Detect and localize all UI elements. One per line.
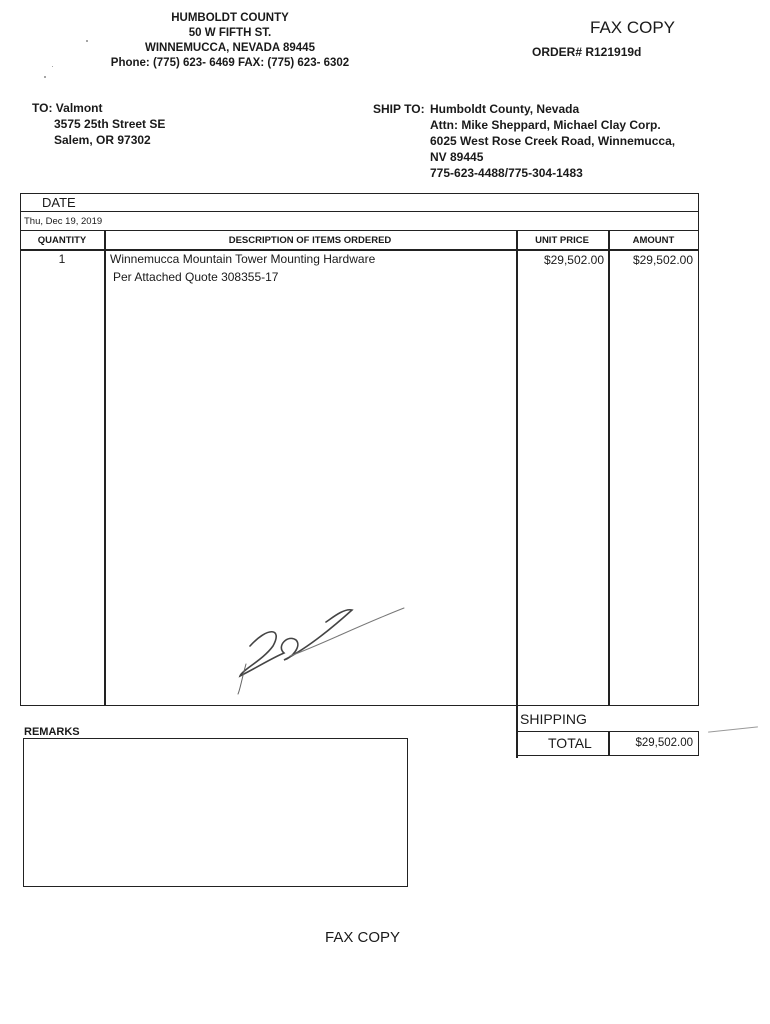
vendor-name: Valmont — [55, 101, 103, 115]
column-header-description: DESCRIPTION OF ITEMS ORDERED — [228, 235, 392, 246]
org-name: HUMBOLDT COUNTY — [171, 12, 289, 24]
total-value: $29,502.00 — [635, 737, 693, 749]
ship-to-label: SHIP TO: — [373, 102, 425, 116]
org-city-state: WINNEMUCCA, NEVADA 89445 — [145, 42, 315, 54]
column-header-amount: AMOUNT — [632, 235, 675, 246]
ship-to-address — [430, 101, 675, 181]
vendor-street: 3575 25th Street SE — [54, 117, 166, 131]
column-divider — [516, 230, 518, 758]
ship-to-line: Humboldt County, Nevada — [430, 102, 580, 116]
scan-speck — [52, 66, 53, 67]
scan-speck — [86, 40, 88, 42]
signature — [228, 598, 408, 698]
item-amount: $29,502.00 — [632, 253, 693, 267]
item-description: Winnemucca Mountain Tower Mounting Hardware — [110, 252, 376, 266]
item-description-detail: Per Attached Quote 308355-17 — [113, 270, 279, 284]
scan-speck — [44, 76, 46, 78]
divider — [20, 249, 699, 251]
remarks-label: REMARKS — [24, 726, 80, 738]
column-header-unit-price: UNIT PRICE — [535, 235, 589, 246]
vendor-address — [32, 100, 165, 148]
org-address: 50 W FIFTH ST. — [188, 27, 272, 39]
fax-copy-bottom: FAX COPY — [325, 929, 401, 946]
ship-to-line: 6025 West Rose Creek Road, Winnemucca, — [430, 134, 676, 148]
org-phone-fax: Phone: (775) 623- 6469 FAX: (775) 623- 6302 — [110, 57, 350, 69]
ship-to-line: NV 89445 — [430, 150, 484, 164]
company-header — [90, 11, 370, 71]
shipping-label: SHIPPING — [520, 711, 587, 727]
fax-copy-top: FAX COPY — [590, 18, 676, 37]
vendor-city: Salem, OR 97302 — [54, 133, 151, 147]
remarks-box — [23, 738, 408, 887]
date-label: DATE — [42, 195, 76, 210]
divider — [20, 230, 699, 231]
item-quantity: 1 — [58, 252, 66, 266]
column-header-quantity: QUANTITY — [37, 235, 87, 246]
column-divider — [104, 230, 106, 706]
column-divider — [608, 230, 610, 706]
item-unit-price: $29,502.00 — [543, 253, 604, 267]
order-number: ORDER# R121919d — [532, 45, 642, 59]
ship-to-line: 775-623-4488/775-304-1483 — [430, 166, 583, 180]
scan-mark — [708, 726, 758, 732]
ship-to-line: Attn: Mike Sheppard, Michael Clay Corp. — [430, 118, 661, 132]
date-header-row — [20, 193, 699, 212]
date-value: Thu, Dec 19, 2019 — [24, 216, 103, 227]
total-label: TOTAL — [548, 735, 592, 751]
to-label: TO: — [32, 101, 53, 115]
